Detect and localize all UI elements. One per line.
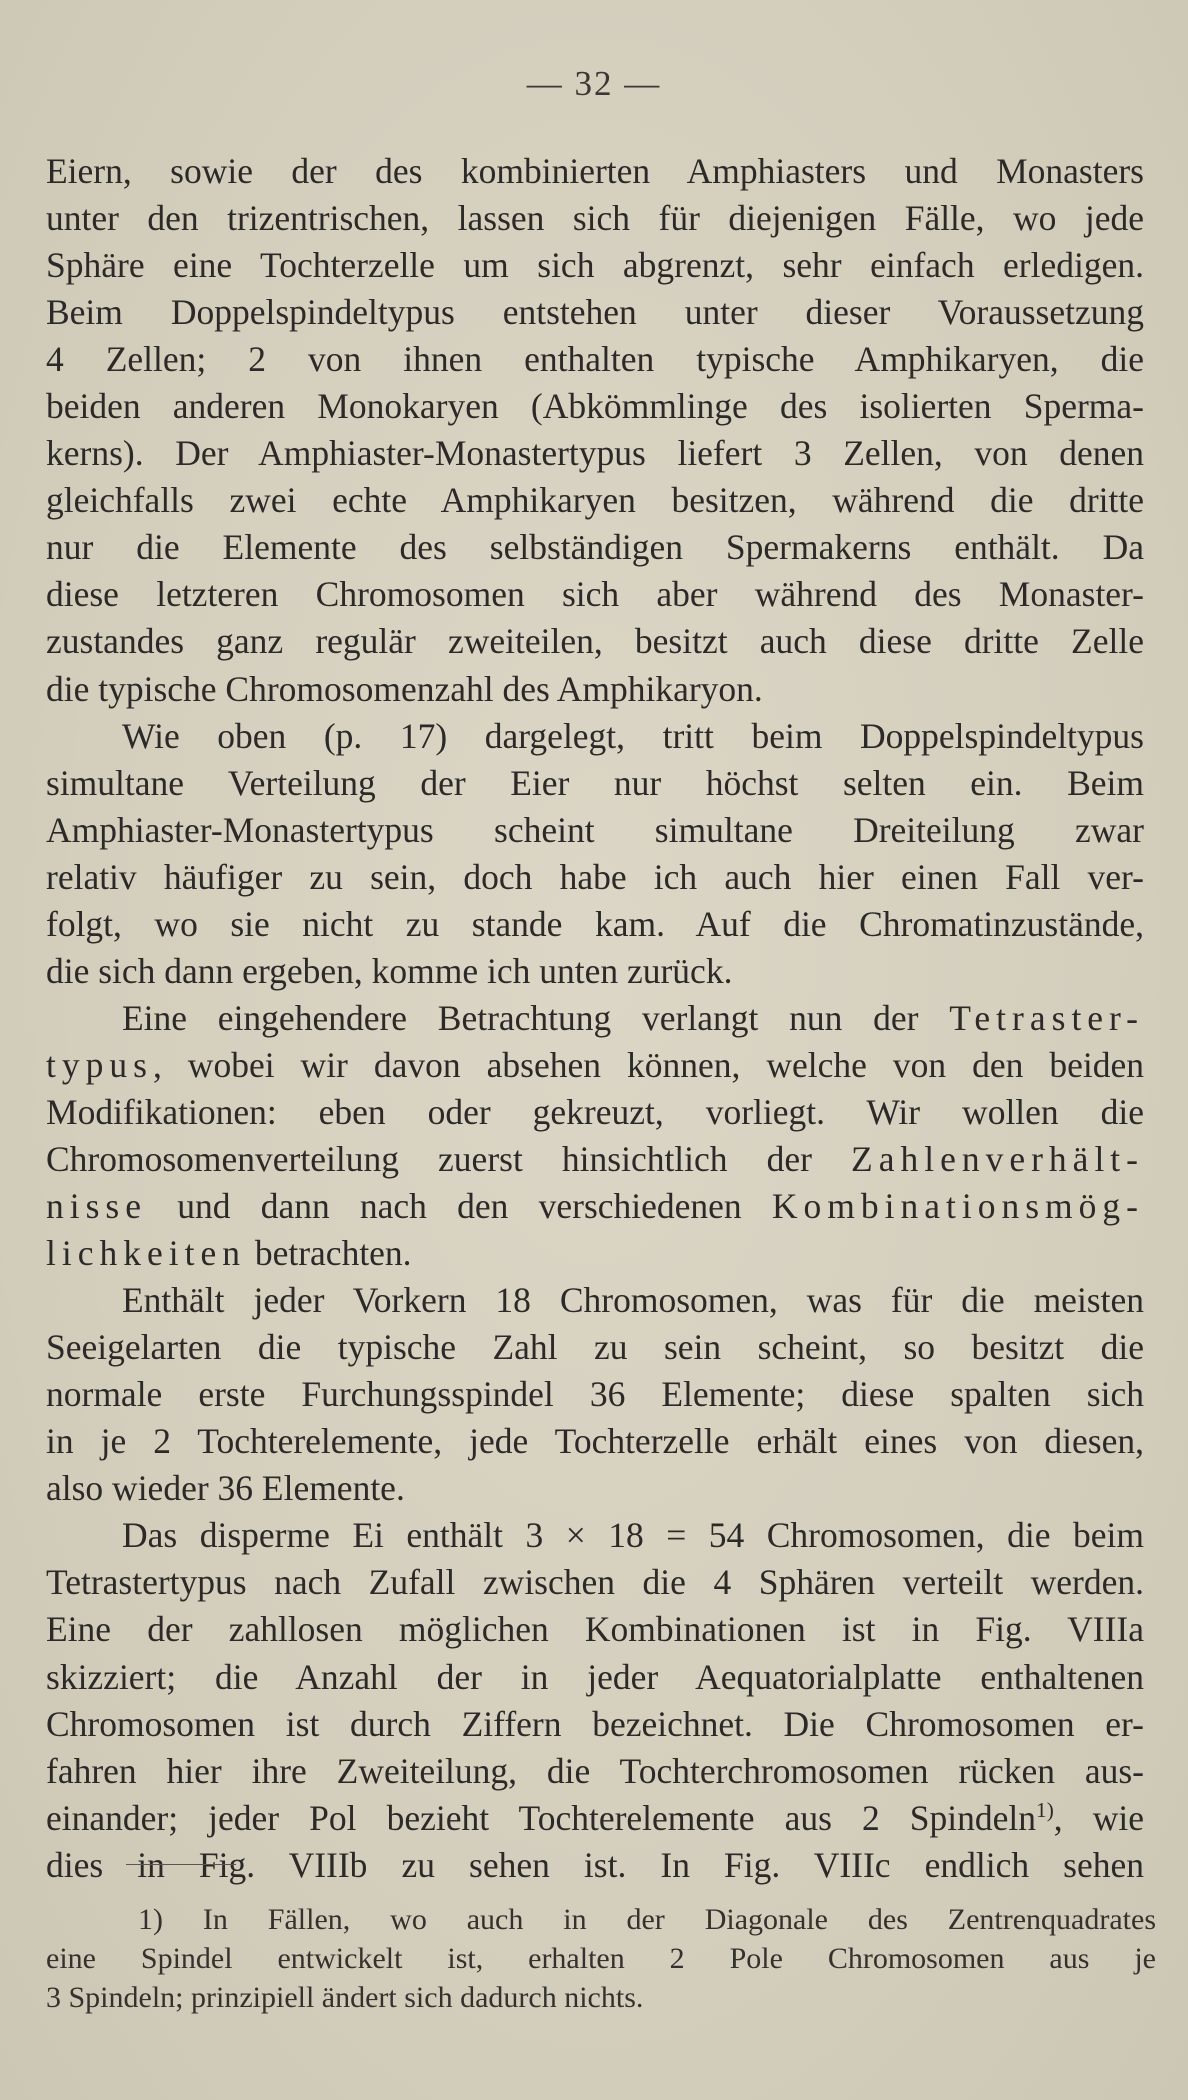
text-line: diese letzteren Chromosomen sich aber während des Monaster- (46, 574, 1144, 615)
text-line: folgt, wo sie nicht zu stande kam. Auf die Chromatinzustände, (46, 903, 1144, 944)
footnote-marker: 1) (1036, 1797, 1054, 1822)
text-segment: , wobei wir davon absehen können, welche von den beiden (152, 1044, 1144, 1085)
text-line: Chromosomen ist durch Ziffern bezeichnet. Die Chromosomen er- (46, 1703, 1144, 1744)
text-line: skizziert; die Anzahl der in jeder Aequatorialplatte enthaltenen (46, 1656, 1144, 1697)
text-line: beiden anderen Monokaryen (Abkömmlinge des isolierten Sperma- (46, 386, 1144, 427)
page-number: — 32 — (526, 64, 662, 103)
text-line: gleichfalls zwei echte Amphikaryen besitzen, während die dritte (46, 480, 1144, 521)
body-text (46, 148, 1144, 1889)
text-line (46, 1042, 1144, 1089)
text-segment: Chromosomenverteilung zuerst hinsichtlich der (46, 1138, 812, 1179)
text-line: Amphiaster-Monastertypus scheint simultane Dreiteilung zwar (46, 809, 1144, 850)
text-line: Beim Doppelspindeltypus entstehen unter dieser Voraussetzung (46, 292, 1144, 333)
spaced-term: Kombinationsmög- (771, 1186, 1144, 1227)
text-line: Seeigelarten die typische Zahl zu sein scheint, so besitzt die (46, 1327, 1144, 1368)
text-line (46, 1795, 1144, 1842)
footnote-line: 1) In Fällen, wo auch in der Diagonale des Zentrenquadrates (138, 1903, 1156, 1936)
text-line: unter den trizentrischen, lassen sich für diejenigen Fälle, wo jede (46, 198, 1144, 239)
text-line: Sphäre eine Tochterzelle um sich abgrenzt, sehr einfach erledigen. (46, 245, 1144, 286)
text-line: die sich dann ergeben, komme ich unten zurück. (46, 950, 733, 991)
text-line: Eine der zahllosen möglichen Kombinationen ist in Fig. VIIIa (46, 1609, 1144, 1650)
text-line: Modifikationen: eben oder gekreuzt, vorliegt. Wir wollen die (46, 1091, 1144, 1132)
paragraph-start-line: Wie oben (p. 17) dargelegt, tritt beim Doppelspindeltypus (122, 715, 1144, 756)
text-line (46, 1230, 1144, 1277)
text-line (46, 1136, 1144, 1183)
paragraph-start-line: Enthält jeder Vorkern 18 Chromosomen, was für die meisten (122, 1280, 1144, 1321)
text-line: 4 Zellen; 2 von ihnen enthalten typische Amphikaryen, die (46, 339, 1144, 380)
text-line: fahren hier ihre Zweiteilung, die Tochterchromosomen rücken aus- (46, 1750, 1144, 1791)
text-line: zustandes ganz regulär zweiteilen, besitzt auch diese dritte Zelle (46, 621, 1144, 662)
spaced-term: nisse (46, 1186, 147, 1227)
text-segment: einander; jeder Pol bezieht Tochterelemente aus 2 Spindeln (46, 1797, 1037, 1838)
text-line: kerns). Der Amphiaster-Monastertypus liefert 3 Zellen, von denen (46, 433, 1144, 474)
text-line (46, 1183, 1144, 1230)
footnote-divider (126, 1864, 236, 1865)
text-segment: Eine eingehendere Betrachtung verlangt nun der (122, 997, 919, 1038)
text-segment: und dann nach den verschiedenen (147, 1186, 772, 1227)
spaced-term: Zahlenverhält- (851, 1138, 1144, 1179)
spaced-term: lichkeiten (46, 1233, 246, 1274)
spaced-term: Tetraster- (949, 997, 1144, 1038)
footnote-line: 3 Spindeln; prinzipiell ändert sich dadurch nichts. (46, 1981, 644, 2014)
text-segment: betrachten. (245, 1233, 412, 1274)
text-line: Eiern, sowie der des kombinierten Amphiasters und Monasters (46, 151, 1144, 191)
footnote-line: eine Spindel entwickelt ist, erhalten 2 Pole Chromosomen aus je (46, 1942, 1156, 1975)
text-line: in je 2 Tochterelemente, jede Tochterzelle erhält eines von diesen, (46, 1421, 1144, 1462)
text-line: normale erste Furchungsspindel 36 Elemente; diese spalten sich (46, 1374, 1144, 1415)
text-line: also wieder 36 Elemente. (46, 1468, 405, 1509)
text-line: relativ häufiger zu sein, doch habe ich auch hier einen Fall ver- (46, 856, 1144, 897)
text-line: dies in Fig. VIIIb zu sehen ist. In Fig. VIIIc endlich sehen (46, 1844, 1144, 1885)
footnote (46, 1900, 1156, 2017)
text-segment: , wie (1053, 1797, 1144, 1838)
text-line: simultane Verteilung der Eier nur höchst selten ein. Beim (46, 762, 1144, 803)
spaced-term: typus (46, 1044, 153, 1085)
text-line: Tetrastertypus nach Zufall zwischen die 4 Sphären verteilt werden. (46, 1562, 1144, 1603)
text-line: nur die Elemente des selbständigen Spermakerns enthält. Da (46, 527, 1144, 568)
text-line: die typische Chromosomenzahl des Amphikaryon. (46, 668, 763, 709)
paragraph-start-line: Das disperme Ei enthält 3 × 18 = 54 Chromosomen, die beim (122, 1515, 1144, 1556)
paragraph-start-line (46, 995, 1144, 1042)
